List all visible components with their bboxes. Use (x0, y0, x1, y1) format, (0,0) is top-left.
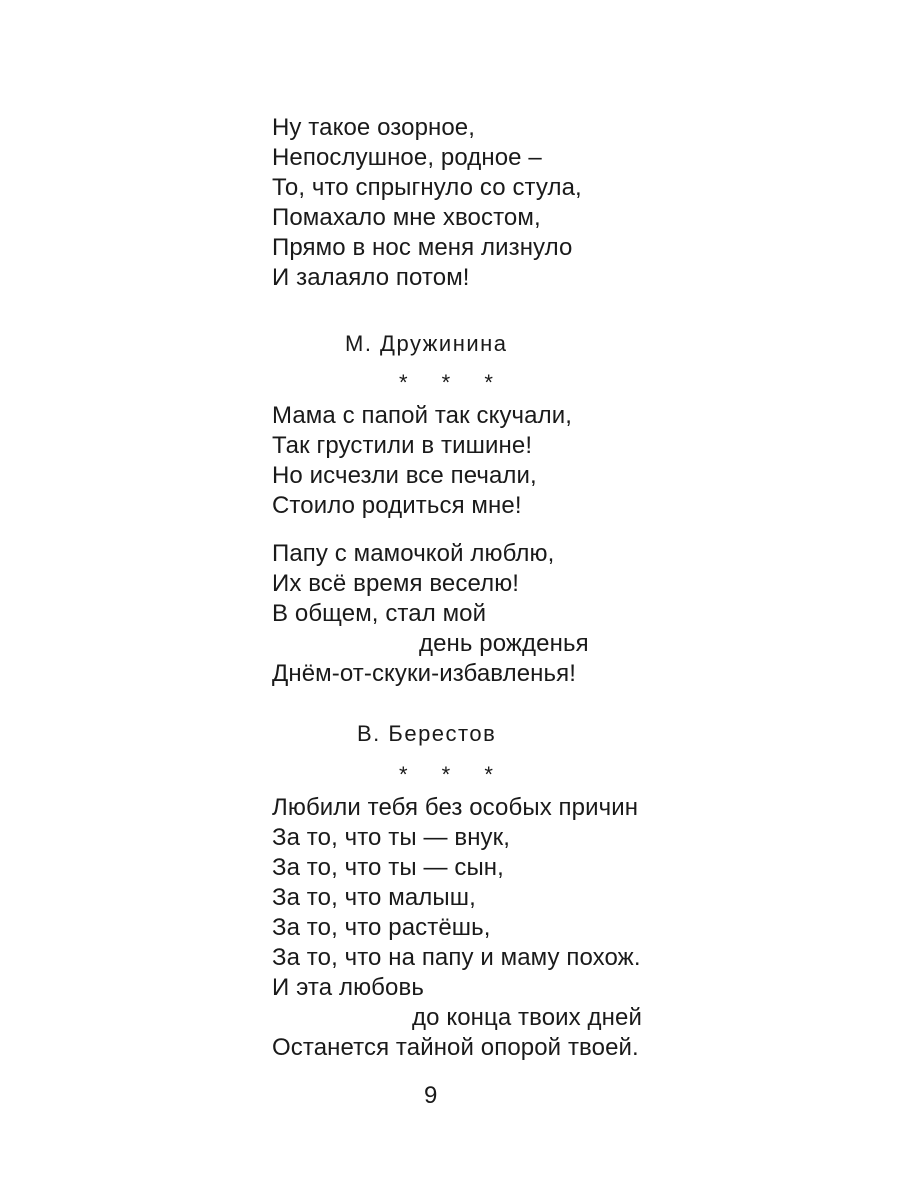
poem-line: За то, что ты — внук, (272, 824, 511, 851)
poem-separator: * * * (399, 762, 507, 787)
poem-line: Непослушное, родное – (272, 144, 542, 171)
poem-line: За то, что ты — сын, (272, 854, 504, 881)
poem-line: В общем, стал мой (272, 600, 487, 627)
poem-line: За то, что на папу и маму похож. (272, 944, 641, 971)
poem-line: За то, что малыш, (272, 884, 476, 911)
poem-line: Ну такое озорное, (272, 114, 476, 141)
poem-line: И эта любовь (272, 974, 424, 1001)
poem-line: Но исчезли все печали, (272, 462, 537, 489)
poem-line: И залаяло потом! (272, 264, 470, 291)
poem-separator: * * * (399, 370, 507, 395)
poem-line: Папу с мамочкой люблю, (272, 540, 555, 567)
poem-line: За то, что растёшь, (272, 914, 491, 941)
poem-line: Их всё время веселю! (272, 570, 520, 597)
poem-line: день рожденья (419, 630, 589, 657)
poem-line: Мама с папой так скучали, (272, 402, 572, 429)
poem-line: То, что спрыгнуло со стула, (272, 174, 582, 201)
poem-line: Останется тайной опорой твоей. (272, 1034, 639, 1061)
poem-line: Помахало мне хвостом, (272, 204, 541, 231)
poem-line: Днём-от-скуки-избавленья! (272, 660, 576, 687)
poem-line: Так грустили в тишине! (272, 432, 533, 459)
poem-line: Любили тебя без особых причин (272, 794, 639, 821)
poem-line: Прямо в нос меня лизнуло (272, 234, 573, 261)
poem-line: до конца твоих дней (412, 1004, 642, 1031)
poem-author: М. Дружинина (345, 331, 508, 356)
page-number: 9 (424, 1082, 438, 1109)
poem-author: В. Берестов (357, 721, 497, 746)
poem-line: Стоило родиться мне! (272, 492, 522, 519)
